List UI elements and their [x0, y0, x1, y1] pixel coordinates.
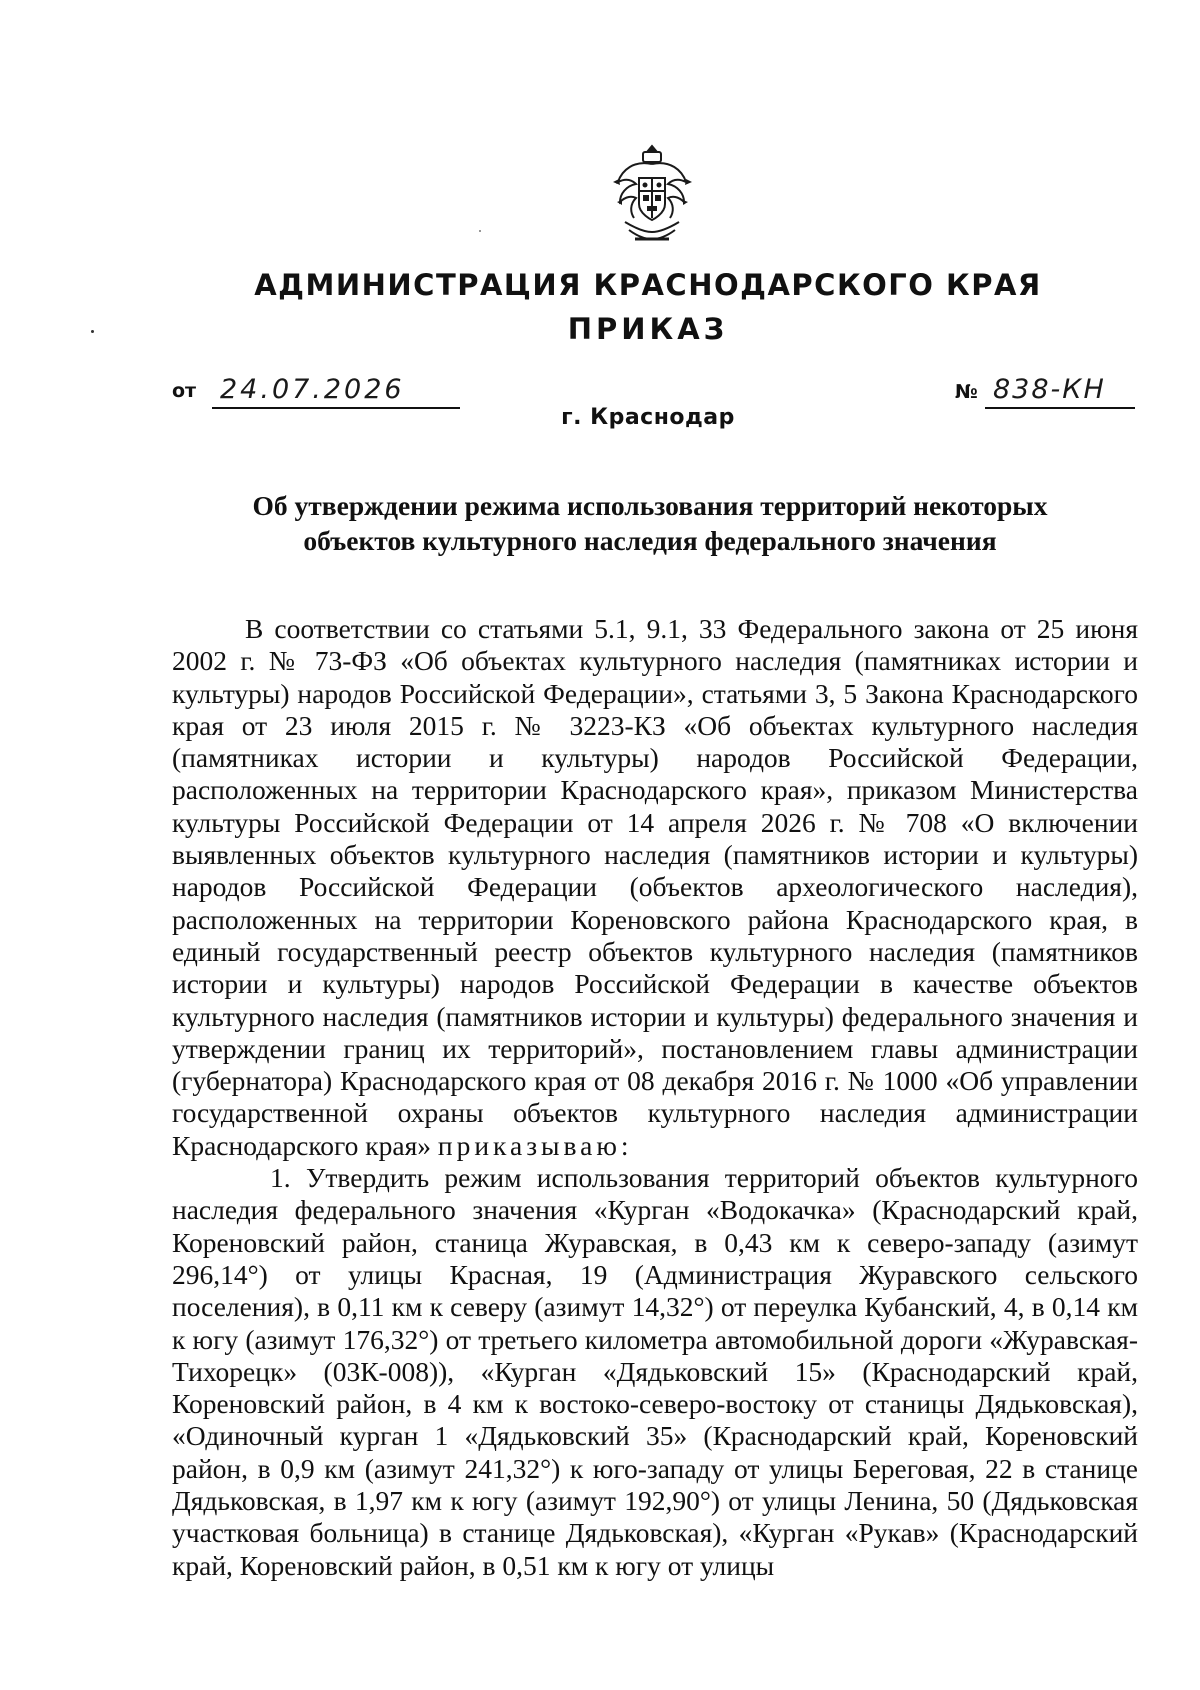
- order-word: приказываю:: [437, 1129, 633, 1161]
- body-paragraph-item-1: 1. Утвердить режим использования территорий объектов культурного наследия федерального значения «Курган «Водокачка» (Краснодарский край, Кореновский район, станица Журавская, в 0,43 км к северо-западу (азимут 296,14°) от улицы Красная, 19 (Администрация Журавского сельского поселения), в 0,11 км к северу (азимут 14,32°) от переулка Кубанский, 4, в 0,14 км к югу (азимут 176,32°) от третьего километра автомобильной дороги «Журавская-Тихорецк» (03К-008)), «Курган «Дядьковский 15» (Краснодарский край, Кореновский район, в 4 км к востоко-северо-востоку от станицы Дядьковская), «Одиночный курган 1 «Дядьковский 35» (Краснодарский край, Кореновский район, в 0,9 км (азимут 241,32°) к юго-западу от улицы Береговая, 22 в станице Дядьковская, в 1,97 км к югу (азимут 192,90°) от улицы Ленина, 50 (Дядьковская участковая больница) в станице Дядьковская), «Курган «Рукав» (Краснодарский край, Кореновский район, в 0,51 км к югу от улицы: [172, 1162, 1138, 1581]
- document-body: [172, 613, 1138, 1582]
- preamble-text: В соответствии со статьями 5.1, 9.1, 33 Федерального закона от 25 июня 2002 г. № 73-ФЗ «Об объектах культурного наследия (памятниках истории и культуры) народов Российской Федерации», статьями 3, 5 Закона Краснодарского края от 23 июля 2015 г. № 3223-КЗ «Об объектах культурного наследия (памятниках истории и культуры) народов Российской Федерации, расположенных на территории Краснодарского края», приказом Министерства культуры Российской Федерации от 14 апреля 2026 г. № 708 «О включении выявленных объектов культурного наследия (памятников истории и культуры) народов Российской Федерации (объектов археологического наследия), расположенных на территории Кореновского района Краснодарского края, в единый государственный реестр объектов культурного наследия (памятников истории и культуры) народов Российской Федерации в качестве объектов культурного наследия (памятников истории и культуры) федерального значения и утверждении границ их территорий», постановлением главы администрации (губернатора) Краснодарского края от 08 декабря 2016 г. № 1000 «Об управлении государственной охраны объектов культурного наследия администрации Краснодарского края»: [172, 613, 1138, 1161]
- coat-of-arms-emblem: [605, 142, 700, 247]
- number-prefix: №: [955, 381, 978, 403]
- subject-line-1: Об утверждении режима использования территорий некоторых: [252, 490, 1048, 521]
- document-type: ПРИКАЗ: [567, 312, 729, 346]
- scan-speck: [91, 330, 94, 333]
- subject-line-2: объектов культурного наследия федерального значения: [303, 525, 997, 556]
- document-subject: [200, 488, 1100, 558]
- handwritten-date: 24.07.2026: [220, 374, 405, 405]
- date-prefix: от: [172, 380, 197, 402]
- organization-title: АДМИНИСТРАЦИЯ КРАСНОДАРСКОГО КРАЯ: [254, 268, 1042, 302]
- city-label: г. Краснодар: [561, 405, 735, 430]
- body-paragraph-preamble: [172, 613, 1138, 1162]
- scan-speck: [479, 230, 481, 232]
- handwritten-number: 838-КН: [993, 374, 1106, 405]
